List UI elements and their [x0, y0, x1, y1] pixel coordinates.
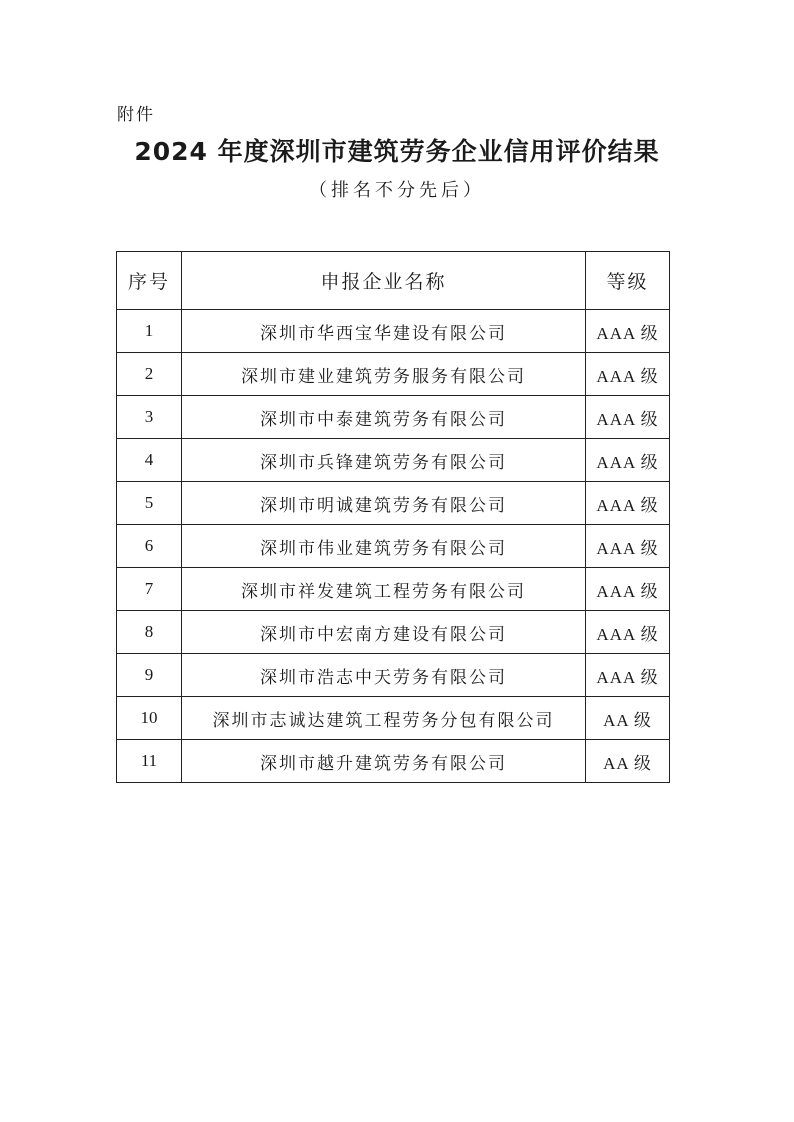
- row-grade: AAA 级: [586, 654, 670, 697]
- row-grade: AAA 级: [586, 353, 670, 396]
- page-title: 2024 年度深圳市建筑劳务企业信用评价结果: [134, 137, 660, 166]
- row-company-name: 深圳市志诚达建筑工程劳务分包有限公司: [182, 697, 586, 740]
- results-table: [116, 251, 670, 783]
- row-company-name: 深圳市中泰建筑劳务有限公司: [182, 396, 586, 439]
- table-row: [117, 310, 670, 353]
- row-seq: 7: [117, 568, 182, 611]
- table-row: [117, 396, 670, 439]
- row-seq: 4: [117, 439, 182, 482]
- table-row: [117, 740, 670, 783]
- row-grade: AAA 级: [586, 482, 670, 525]
- row-seq: 9: [117, 654, 182, 697]
- row-grade: AA 级: [586, 740, 670, 783]
- row-company-name: 深圳市华西宝华建设有限公司: [182, 310, 586, 353]
- row-seq: 8: [117, 611, 182, 654]
- row-grade: AA 级: [586, 697, 670, 740]
- page-subtitle: （排名不分先后）: [309, 180, 485, 201]
- header-company-name: 申报企业名称: [182, 252, 586, 310]
- row-grade: AAA 级: [586, 525, 670, 568]
- row-grade: AAA 级: [586, 396, 670, 439]
- table-row: [117, 439, 670, 482]
- row-company-name: 深圳市明诚建筑劳务有限公司: [182, 482, 586, 525]
- row-seq: 2: [117, 353, 182, 396]
- table-row: [117, 697, 670, 740]
- table-header-row: [117, 252, 670, 310]
- attachment-label: 附件: [117, 105, 155, 125]
- row-seq: 10: [117, 697, 182, 740]
- table-row: [117, 611, 670, 654]
- table-row: [117, 353, 670, 396]
- table-row: [117, 654, 670, 697]
- row-company-name: 深圳市伟业建筑劳务有限公司: [182, 525, 586, 568]
- row-company-name: 深圳市越升建筑劳务有限公司: [182, 740, 586, 783]
- row-grade: AAA 级: [586, 310, 670, 353]
- row-grade: AAA 级: [586, 568, 670, 611]
- row-company-name: 深圳市中宏南方建设有限公司: [182, 611, 586, 654]
- header-grade: 等级: [586, 252, 670, 310]
- row-company-name: 深圳市建业建筑劳务服务有限公司: [182, 353, 586, 396]
- row-grade: AAA 级: [586, 611, 670, 654]
- row-seq: 1: [117, 310, 182, 353]
- table-row: [117, 482, 670, 525]
- row-seq: 11: [117, 740, 182, 783]
- row-seq: 6: [117, 525, 182, 568]
- row-seq: 3: [117, 396, 182, 439]
- header-seq: 序号: [117, 252, 182, 310]
- table-row: [117, 568, 670, 611]
- row-company-name: 深圳市兵锋建筑劳务有限公司: [182, 439, 586, 482]
- row-grade: AAA 级: [586, 439, 670, 482]
- row-company-name: 深圳市祥发建筑工程劳务有限公司: [182, 568, 586, 611]
- row-company-name: 深圳市浩志中天劳务有限公司: [182, 654, 586, 697]
- table-row: [117, 525, 670, 568]
- row-seq: 5: [117, 482, 182, 525]
